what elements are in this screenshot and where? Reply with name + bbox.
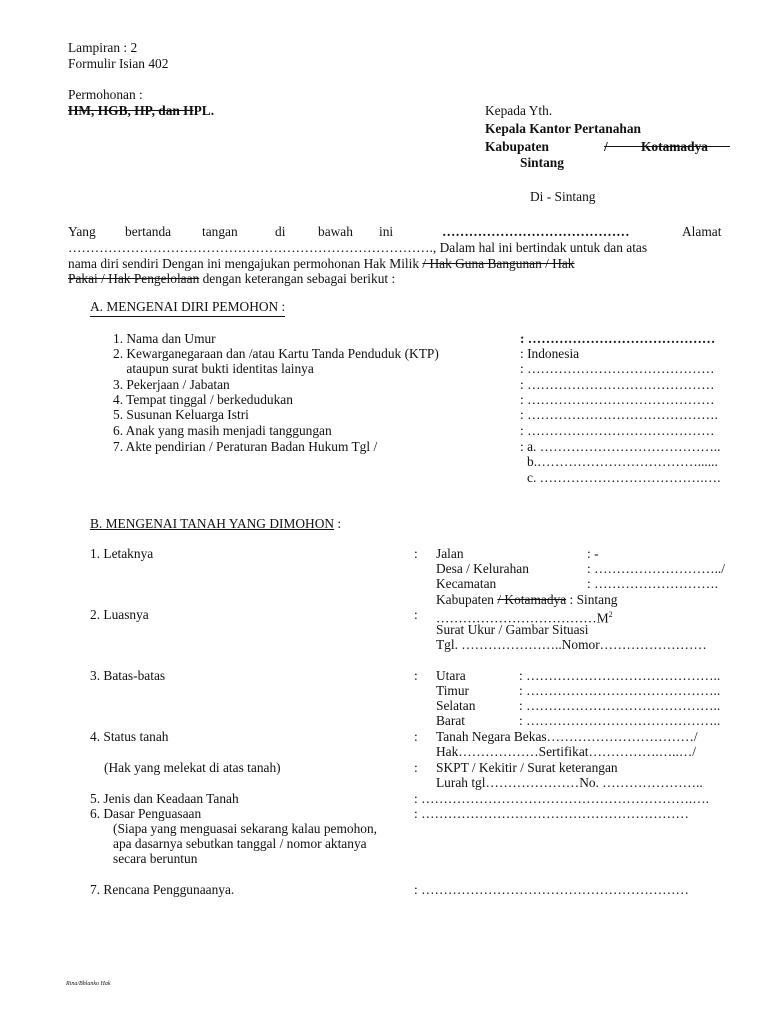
letak-value: : ………………………../ xyxy=(587,561,725,576)
batas-key: Barat xyxy=(436,713,465,728)
formulir-text: Formulir Isian 402 xyxy=(68,56,169,71)
intro-word: di xyxy=(275,224,286,239)
luas-colon: : xyxy=(414,607,418,622)
permohonan-value xyxy=(68,103,214,118)
section-b-title-text: B. MENGENAI TANAH YANG DIMOHON xyxy=(90,516,335,531)
status-line3: SKPT / Kekitir / Surat keterangan xyxy=(436,760,618,775)
rencana-label: 7. Rencana Penggunaanya. xyxy=(90,882,235,897)
status-line4: Lurah tgl…………………No. ………………….. xyxy=(436,775,703,790)
jenis-value: : …………………………………………………….…. xyxy=(414,791,709,806)
letak-label: 1. Letaknya xyxy=(90,546,154,561)
tgl-nomor: Tgl. …………………..Nomor…………………… xyxy=(436,637,707,652)
section-a-item-value: : …………………………………… xyxy=(520,377,715,392)
letak-value: : ………………………. xyxy=(587,576,718,591)
status-label: 4. Status tanah xyxy=(90,729,169,744)
intro-alamat: Alamat xyxy=(682,224,722,239)
section-a-item-value: : …………………………………… xyxy=(520,392,715,407)
intro-word: bertanda xyxy=(125,224,172,239)
intro-line4-struck: Pakai / Hak Pengelolaan xyxy=(68,271,200,286)
letak-key: Jalan xyxy=(436,546,464,561)
hak-note: (Hak yang melekat di atas tanah) xyxy=(104,760,281,775)
batas-value: : …………………………………….. xyxy=(519,713,721,728)
akte-c: c. ……………………………….…. xyxy=(527,470,721,485)
batas-value: : …………………………………….. xyxy=(519,698,721,713)
lampiran-text: Lampiran : 2 xyxy=(68,40,138,55)
section-a-item-value: : ……………………………………. xyxy=(520,407,718,422)
section-a-item-label: 2. Kewarganegaraan dan /atau Kartu Tanda Penduduk (KTP) xyxy=(113,346,439,361)
recipient-di: Di - Sintang xyxy=(530,189,596,204)
recipient-kabupaten: Kabupaten xyxy=(485,139,549,154)
section-b-title xyxy=(90,516,341,531)
recipient-office: Kepala Kantor Pertanahan xyxy=(485,121,641,136)
batas-label: 3. Batas-batas xyxy=(90,668,166,683)
section-a-item-value: : a. ………………………………….. xyxy=(520,439,721,454)
akte-b: b.………………………………...... xyxy=(527,454,718,469)
footer-note: Rina/Bblanko Hak xyxy=(66,981,111,987)
section-a-item-label: 6. Anak yang masih menjadi tanggungan xyxy=(113,423,332,438)
permohonan-value-struck: HM, HGB, HP, dan H xyxy=(68,103,194,118)
intro-word: bawah xyxy=(318,224,353,239)
recipient-slash: / xyxy=(604,139,608,154)
kabupaten-label: Kabupaten xyxy=(436,592,498,607)
kabupaten-row xyxy=(436,592,618,607)
recipient-strike-line xyxy=(604,146,730,147)
recipient-city: Sintang xyxy=(520,155,564,170)
batas-value: : …………………………………….. xyxy=(519,683,721,698)
batas-value: : …………………………………….. xyxy=(519,668,721,683)
intro-line3-text: nama diri sendiri Dengan ini mengajukan permohonan Hak Milik xyxy=(68,256,420,271)
intro-line3 xyxy=(68,256,575,271)
intro-line4 xyxy=(68,271,395,286)
section-a-item-value: : …………………………………… xyxy=(520,361,715,376)
dasar-value: : …………………………………………………… xyxy=(414,806,689,821)
letak-key: Kecamatan xyxy=(436,576,497,591)
intro-word: ini xyxy=(379,224,394,239)
batas-key: Timur xyxy=(436,683,469,698)
intro-word: tangan xyxy=(202,224,238,239)
section-b-title-colon: : xyxy=(334,516,342,531)
hak-colon: : xyxy=(414,760,418,775)
section-a-item-label: 7. Akte pendirian / Peraturan Badan Hukum Tgl / xyxy=(113,439,378,454)
section-a-item-label: 5. Susunan Keluarga Istri xyxy=(113,407,249,422)
kabupaten-struck: / Kotamadya xyxy=(497,592,567,607)
section-a-item-value: : …………………………………… xyxy=(520,423,715,438)
intro-line4-text: dengan keterangan sebagai berikut : xyxy=(199,271,396,286)
section-a-item-value: : Indonesia xyxy=(520,346,580,361)
luas-unit-sup: 2 xyxy=(608,610,613,619)
status-line2: Hak………………Sertifikat…………….…..…/ xyxy=(436,744,696,759)
status-line1: Tanah Negara Bekas……………………………/ xyxy=(436,729,698,744)
luas-dots: ………………………………M xyxy=(436,610,609,626)
intro-word: Yang xyxy=(68,224,96,239)
letak-value: : - xyxy=(587,546,599,561)
status-colon: : xyxy=(414,729,418,744)
letak-colon: : xyxy=(414,546,418,561)
permohonan-value-rest: PL. xyxy=(193,103,215,118)
letak-key: Desa / Kelurahan xyxy=(436,561,529,576)
section-a-item-label: 3. Pekerjaan / Jabatan xyxy=(113,377,230,392)
batas-key: Selatan xyxy=(436,698,476,713)
batas-colon: : xyxy=(414,668,418,683)
intro-line2: ………………………………………………………………………., Dalam hal ini bertindak untuk dan atas xyxy=(68,240,648,255)
jenis-label: 5. Jenis dan Keadaan Tanah xyxy=(90,791,239,806)
intro-line3-struck: / Hak Guna Bangunan / Hak xyxy=(422,256,575,271)
rencana-value: : …………………………………………………… xyxy=(414,882,689,897)
section-a-item-label: ataupun surat bukti identitas lainya xyxy=(113,361,314,376)
dasar-note: apa dasarnya sebutkan tanggal / nomor aktanya xyxy=(113,836,367,851)
dasar-note: secara beruntun xyxy=(113,851,198,866)
dasar-label: 6. Dasar Penguasaan xyxy=(90,806,202,821)
recipient-kotamadya: Kotamadya xyxy=(641,139,708,154)
permohonan-label: Permohonan : xyxy=(68,87,143,102)
surat-ukur: Surat Ukur / Gambar Situasi xyxy=(436,622,589,637)
batas-key: Utara xyxy=(436,668,466,683)
section-a-title: A. MENGENAI DIRI PEMOHON : xyxy=(90,299,285,317)
section-a-item-label: 1. Nama dan Umur xyxy=(113,331,216,346)
luas-label: 2. Luasnya xyxy=(90,607,149,622)
dasar-note: (Siapa yang menguasai sekarang kalau pemohon, xyxy=(113,821,378,836)
recipient-greeting: Kepada Yth. xyxy=(485,103,553,118)
intro-name-dots: …………………………………… xyxy=(442,224,630,239)
section-a-item-label: 4. Tempat tinggal / berkedudukan xyxy=(113,392,293,407)
kabupaten-value: : Sintang xyxy=(566,592,618,607)
section-a-item-value: : …………………………………… xyxy=(520,331,716,346)
